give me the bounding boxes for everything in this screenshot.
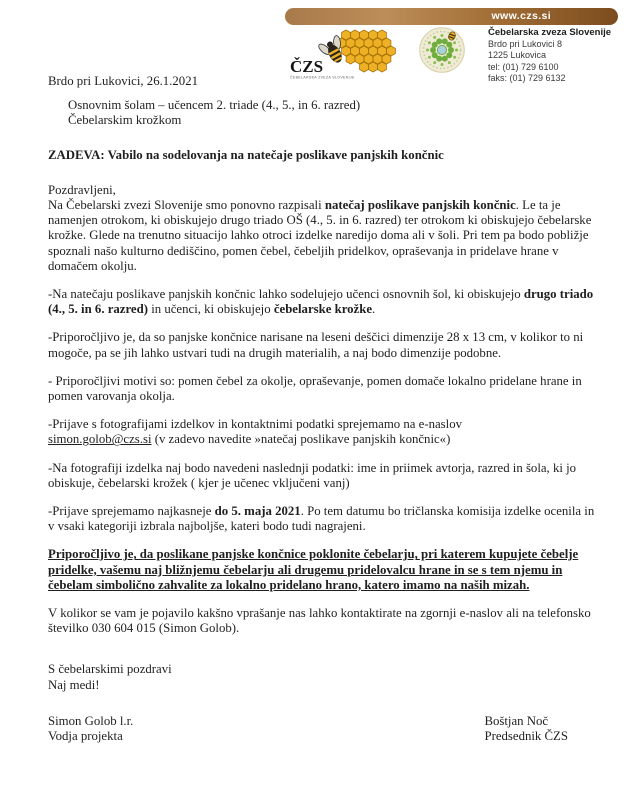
text-run: Naj medi! [48,677,100,692]
text-run: do 5. maja 2021 [214,504,301,519]
dateline: Brdo pri Lukovici, 26.1.2021 [48,74,198,88]
subject-line: ZADEVA: Vabilo na sodelovanja na natečaje poslikave panjskih končnic [48,147,444,162]
honeycomb-slovenia-shape [337,30,395,72]
text-run: Pozdravljeni, [48,182,116,197]
paragraph-motifs [48,374,598,404]
org-address-line1: Brdo pri Lukovici 8 [488,38,563,49]
text-run: -Prijave s fotografijami izdelkov in kontaktnimi podatki sprejemamo na e-naslov [48,417,463,432]
text-run: . Po tem datumu bo tričlanska komisija izdelke ocenila in v vsaki kategoriji izbrala najboljše, kateri bodo tudi nagrajeni. [48,504,595,534]
paragraph-submission [48,417,598,447]
recipient-line: Osnovnim šolam – učencem 2. triade (4., 5., in 6. razred) [68,98,361,113]
org-name: Čebelarska zveza Slovenije [488,27,612,38]
signature-title: Predsednik ČZS [484,729,568,744]
text-run: S čebelarskimi pozdravi [48,662,172,677]
paragraph-questions [48,606,598,636]
recipient-block [68,98,598,128]
signature-right [484,714,568,744]
paragraph-photo-info [48,461,598,491]
org-fax: faks: (01) 729 6132 [488,73,566,83]
org-address-line2: 1225 Lukovica [488,50,547,60]
text-run: Priporočljivo je, da poslikane panjske končnice poklonite čebelarju, pri katerem kupujete čebelje pridelke, vašemu naj bližnjemu čebelarju ali drugemu pridelovalcu hrane in se s tem njemu in čebelam simbolično zahvalite za lokalno pridelano hrano, katero imamo na naših mizah. [48,547,579,592]
website-label: www.czs.si [491,10,552,22]
signature-name: Simon Golob l.r. [48,713,134,728]
signature-row [48,714,598,744]
letter-body [48,74,598,744]
paragraph-intro [48,183,598,274]
paragraph-dimensions [48,330,598,360]
text-run: -Priporočljivo je, da so panjske končnice narisane na leseni deščici dimenzije 28 x 13 cm, v kolikor to ni mogoče, pa se jih lahko ustvari tudi na drugih materialih, a naj bodo dimenzije podobne. [48,330,584,360]
text-run: . Le ta je namenjen otrokom, ki obiskujejo drugo triado OŠ (4., 5. in 6. razred) ter otrokom ki obiskujejo čebelarske krožke. Glede na trenutno situacijo lahko otroci izdelke naredijo doma ali v šoli. Pri tem pa bodo pobližje spoznali našo kulturno dediščino, pomen čebel, čebeljih pridelkov, opraševanja in pridelave hrane v domačem okolju. [48,198,592,273]
text-run: drugo triado (4., 5. in 6. razred) [48,287,594,317]
recipient-line: Čebelarskim krožkom [68,113,182,128]
signature-name: Boštjan Noč [484,713,549,728]
paragraph-closing [48,662,598,692]
text-run: V kolikor se vam je pojavilo kakšno vprašanje nas lahko kontaktirate na zgornji e-naslov ali na telefonsko številko 030 604 015 (Simon Golob). [48,606,591,636]
paragraph-recommendation [48,547,598,593]
signature-left [48,714,133,744]
paragraph-eligibility [48,287,598,317]
text-run: -Prijave sprejemamo najkasneje [48,504,215,519]
paragraph-deadline [48,504,598,534]
org-phone: tel: (01) 729 6100 [488,61,559,72]
text-run: -Na fotografiji izdelka naj bodo navedeni naslednji podatki: ime in priimek avtorja, razred in šola, ki jo obiskuje, čebelarski krožek ( kjer je učenec vključeni vanj) [48,460,577,490]
green-flower-seal-logo [419,27,465,73]
text-run: Na Čebelarski zvezi Slovenije smo ponovno razpisali [48,198,325,213]
czs-logo-subtext: ČEBELARSKA ZVEZA SLOVENIJE [290,75,355,80]
text-run: (v zadevo navedite »natečaj poslikave panjskih končnic«) [151,432,451,447]
text-run: - Priporočljivi motivi so: pomen čebel za okolje, opraševanje, pomen domače lokalno pridelane hrane in pomen varovanja okolja. [48,373,582,404]
email-link[interactable]: simon.golob@czs.si [48,432,152,447]
signature-title: Vodja projekta [48,729,123,744]
czs-logo-text: ČZS [290,57,324,76]
text-run: . [372,302,376,317]
header-bar [285,8,618,25]
text-run: -Na natečaju poslikave panjskih končnic lahko sodelujejo učenci osnovnih šol, ki obiskujejo [48,287,524,302]
text-run: natečaj poslikave panjskih končnic [324,198,516,213]
text-run: in učenci, ki obiskujejo [148,302,274,317]
text-run: čebelarske krožke [273,302,373,317]
